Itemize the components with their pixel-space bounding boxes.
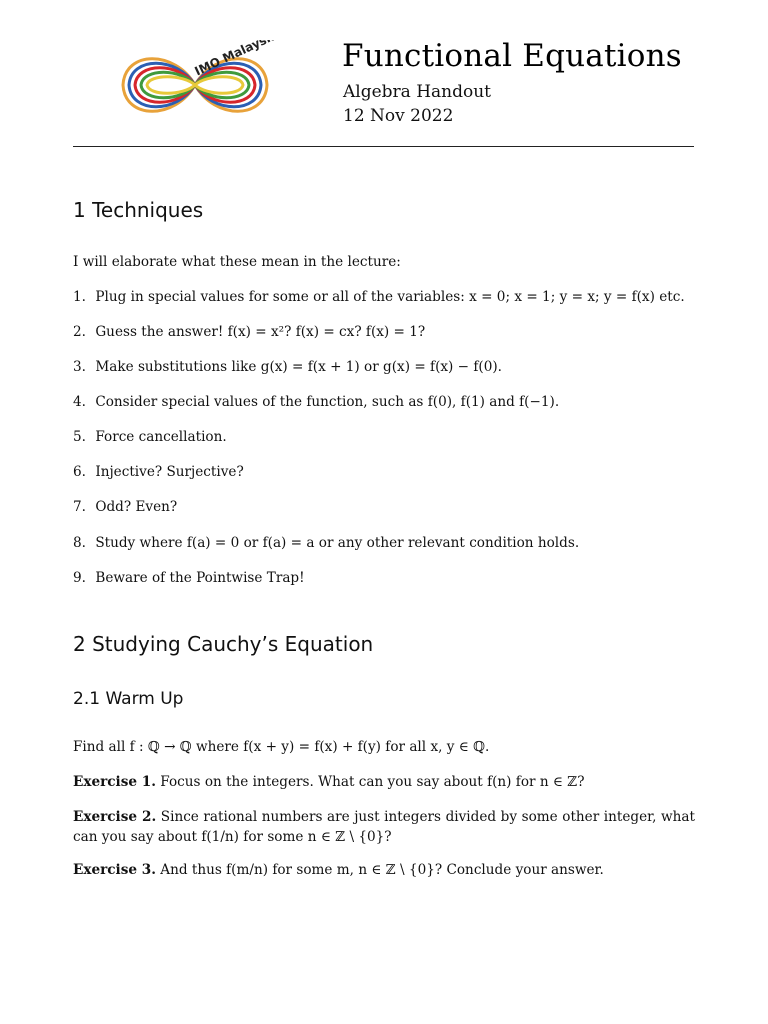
list-item: 7. Odd? Even? [73, 499, 178, 515]
header-divider [73, 146, 694, 147]
list-item: 4. Consider special values of the function, such as f(0), f(1) and f(−1). [73, 394, 560, 410]
list-item: 9. Beware of the Pointwise Trap! [73, 570, 305, 586]
exercise-text: And thus f(m/n) for some m, n ∈ ℤ \ {0}? Conclude your answer. [160, 862, 604, 878]
list-item: 5. Force cancellation. [73, 429, 227, 445]
warm-up-intro: Find all f : ℚ → ℚ where f(x + y) = f(x) + f(y) for all x, y ∈ ℚ. [73, 739, 490, 755]
list-item: 1. Plug in special values for some or all of the variables: x = 0; x = 1; y = x; y = f(x) etc. [73, 289, 685, 305]
list-item: 2. Guess the answer! f(x) = x²? f(x) = cx? f(x) = 1? [73, 324, 426, 340]
techniques-intro: I will elaborate what these mean in the lecture: [73, 254, 401, 270]
list-item: 3. Make substitutions like g(x) = f(x + 1) or g(x) = f(x) − f(0). [73, 359, 503, 375]
exercise-2 [73, 807, 695, 847]
svg-text:IMO Malaysia: IMO Malaysia [192, 40, 280, 79]
section-heading-techniques: 1 Techniques [73, 198, 204, 222]
list-item: 8. Study where f(a) = 0 or f(a) = a or any other relevant condition holds. [73, 535, 580, 551]
exercise-3 [73, 860, 695, 880]
exercise-label: Exercise 3. [73, 862, 156, 878]
exercise-label: Exercise 2. [73, 809, 157, 825]
document-date: 12 Nov 2022 [343, 106, 454, 126]
document-title: Functional Equations [342, 38, 682, 74]
list-item: 6. Injective? Surjective? [73, 464, 244, 480]
section-heading-cauchy: 2 Studying Cauchy’s Equation [73, 632, 374, 656]
exercise-text: Since rational numbers are just integers divided by some other integer, what can you say about f(1/n) for some n ∈ ℤ \ {0}? [73, 809, 695, 845]
imo-malaysia-logo [105, 40, 285, 125]
exercise-text: Focus on the integers. What can you say about f(n) for n ∈ ℤ? [160, 774, 585, 790]
document-subtitle: Algebra Handout [343, 82, 492, 102]
subsection-heading-warm-up: 2.1 Warm Up [73, 689, 184, 709]
exercise-label: Exercise 1. [73, 774, 156, 790]
exercise-1 [73, 772, 695, 792]
